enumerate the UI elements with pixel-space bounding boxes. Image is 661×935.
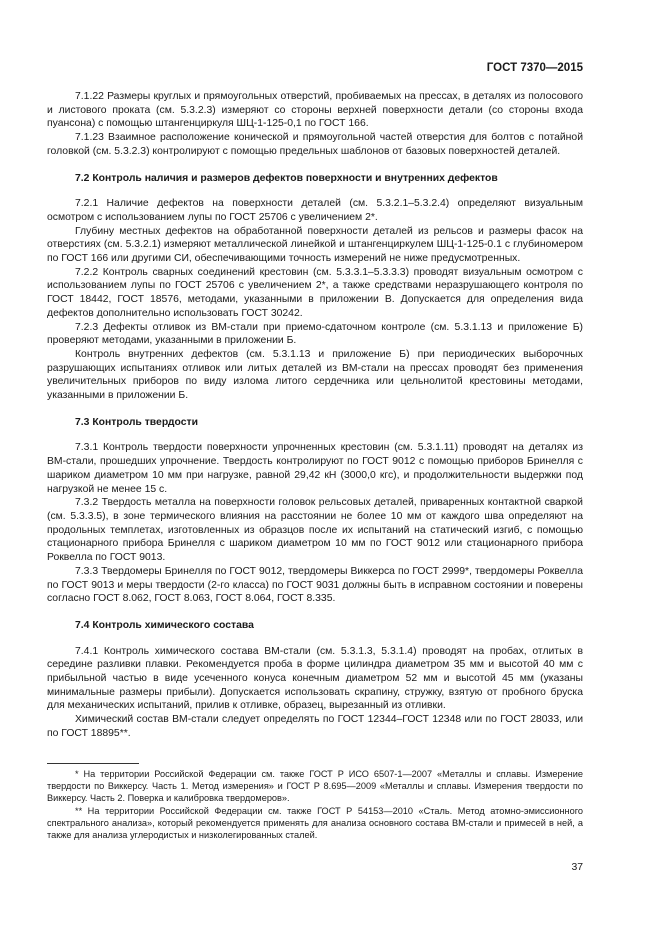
paragraph-7-2-1: 7.2.1 Наличие дефектов на поверхности деталей (см. 5.3.2.1–5.3.2.4) определяют визуальным осмотром с использованием лупы по ГОСТ 25706 с увеличением 2*. <box>47 198 583 223</box>
document-body <box>47 90 583 741</box>
paragraph-chemical-composition: Химический состав ВМ-стали следует определять по ГОСТ 12344–ГОСТ 12348 или по ГОСТ 28033, или по ГОСТ 18895**. <box>47 714 583 739</box>
footnote-1: * На территории Российской Федерации см. также ГОСТ Р ИСО 6507-1—2007 «Металлы и сплавы. Измерение твердости по Виккерсу. Часть 1. Метод измерения» и ГОСТ Р 8.695—2009 «Металлы и сплавы. Измерения твердости по Виккерсу. Часть 2. Поверка и калибровка твердомеров». <box>47 769 583 804</box>
footnotes <box>47 768 583 841</box>
paragraph-internal-defects: Контроль внутренних дефектов (см. 5.3.1.13 и приложение Б) при периодических выборочных разрушающих испытаниях отливок или литых деталей из ВМ-стали на прессах проводят без применения увеличительных приборов по виду излома литого сердечника или цельнолитой крестовины методами, указанными в приложении Б. <box>47 348 583 402</box>
footnote-divider <box>47 763 139 764</box>
paragraph-7-3-3: 7.3.3 Твердомеры Бринелля по ГОСТ 9012, твердомеры Виккерса по ГОСТ 2999*, твердомеры Роквелла по ГОСТ 9013 и меры твердости (2-го класса) по ГОСТ 9031 должны быть в исправном состоянии и поверены согласно ГОСТ 8.062, ГОСТ 8.063, ГОСТ 8.064, ГОСТ 8.335. <box>47 565 583 605</box>
paragraph-7-3-2: 7.3.2 Твердость металла на поверхности головок рельсовых деталей, приваренных контактной сваркой (см. 5.3.3.5), в зоне термического влияния на расстоянии не более 10 мм от каждого шва определяют на продольных темплетах, изготовленных из образцов после их испытаний на статический изгиб, с помощью стационарного прибора Бринелля с шариком диаметром 10 мм по ГОСТ 9012 или стационарного прибора Роквелла по ГОСТ 9013. <box>47 497 583 564</box>
paragraph-7-1-23: 7.1.23 Взаимное расположение конической и прямоугольной частей отверстия для болтов с потайной головкой (см. 5.3.2.3) контролируют с помощью предельных шаблонов от базовых поверхностей деталей. <box>47 132 583 157</box>
paragraph-local-defects: Глубину местных дефектов на обработанной поверхности деталей из рельсов и размеры фасок на отверстиях (см. 5.3.2.1) измеряют металлической линейкой и штангенциркулем ШЦ-1-125-0.1 с глубиномером по ГОСТ 166 или другими СИ, обеспечивающими точность измерений не ниже предусмотренных. <box>47 225 583 265</box>
page-number: 37 <box>571 862 583 873</box>
paragraph-7-3-1: 7.3.1 Контроль твердости поверхности упрочненных крестовин (см. 5.3.1.11) проводят на деталях из ВМ-стали, прошедших упрочнение. Твердость контролируют по ГОСТ 9012 с помощью приборов Бринелля с шариком диаметром 10 мм при нагрузке, равной 29,42 кН (3000,0 кгс), и продолжительности выдержки под нагрузкой не менее 15 с. <box>47 442 583 495</box>
paragraph-7-2-2: 7.2.2 Контроль сварных соединений крестовин (см. 5.3.3.1–5.3.3.3) проводят визуальным осмотром с использованием лупы по ГОСТ 25706 с увеличением 2*, а также средствами неразрушающего контроля по ГОСТ 18442, ГОСТ 18576, методами, указанными в приложении В. Допускается для определения вида дефектов дополнительно использовать ГОСТ 30242. <box>47 266 583 319</box>
section-heading-7-3: 7.3 Контроль твердости <box>75 416 198 428</box>
paragraph-7-1-22: 7.1.22 Размеры круглых и прямоугольных отверстий, пробиваемых на прессах, в деталях из полосового и листового проката (см. 5.3.2.3) измеряют со стороны верхней поверхности детали (со стороны входа пуансона) с помощью штангенциркуля ШЦ-1-125-0,1 по ГОСТ 166. <box>47 91 583 130</box>
document-code-header: ГОСТ 7370—2015 <box>486 62 583 74</box>
section-heading-7-4: 7.4 Контроль химического состава <box>75 619 254 631</box>
paragraph-7-4-1: 7.4.1 Контроль химического состава ВМ-стали (см. 5.3.1.3, 5.3.1.4) проводят на пробах, отлитых в середине разливки плавки. Рекомендуется проба в форме цилиндра диаметром 35 мм и высотой 40 мм с прибыльной частью в виде усеченного конуса конечным диаметром 52 мм и высотой 45 мм (указаны минимальные размеры прибыли). Допускается использовать скрапину, стружку, взятую от пробного бруска для механических испытаний, прилив к отливке, образец, вырезанный из отливки. <box>47 645 583 712</box>
footnote-2: ** На территории Российской Федерации см. также ГОСТ Р 54153—2010 «Сталь. Метод атомно-эмиссионного спектрального анализа», который рекомендуется применять для анализа основного состава ВМ-стали и примесей в ней, а также для анализа углеродистых и низколегированных сталей. <box>47 805 583 841</box>
paragraph-7-2-3: 7.2.3 Дефекты отливок из ВМ-стали при приемо-сдаточном контроле (см. 5.3.1.13 и приложение Б) проверяют методами, указанными в приложении Б. <box>47 321 583 347</box>
section-heading-7-2: 7.2 Контроль наличия и размеров дефектов поверхности и внутренних дефектов <box>75 172 498 184</box>
